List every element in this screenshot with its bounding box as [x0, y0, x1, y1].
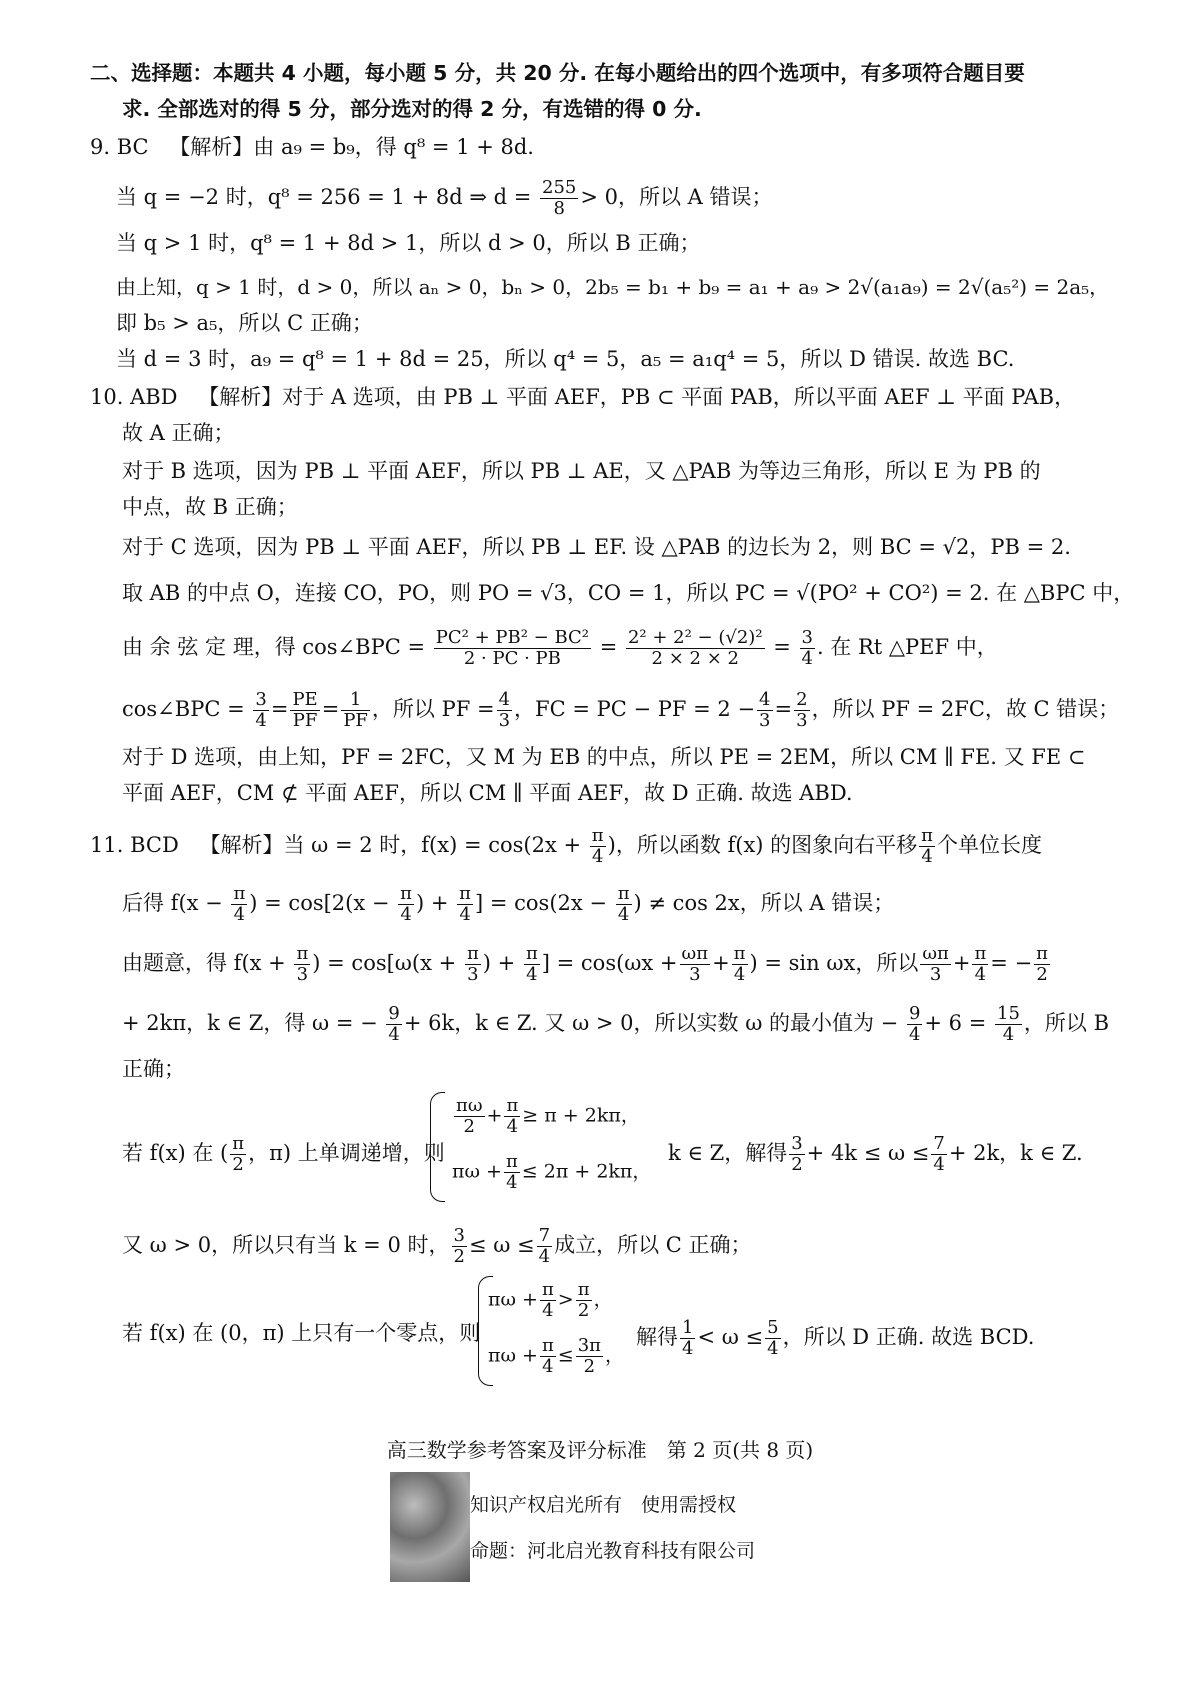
q11-tag: 【解析】	[199, 833, 284, 857]
stamp-line1: 知识产权启光所有 使用需授权	[470, 1494, 737, 1516]
denominator: 4	[767, 1338, 779, 1359]
denominator: 3	[689, 964, 701, 985]
q9-line5: 即 b₅ > a₅，所以 C 正确；	[116, 311, 373, 335]
system2-row2	[488, 1336, 624, 1377]
denominator: 2	[583, 1356, 596, 1377]
q10-number: 10. ABD	[90, 385, 178, 409]
fraction	[576, 1280, 592, 1321]
numerator: π	[591, 825, 604, 846]
denominator: 4	[617, 904, 630, 925]
q9-text2a: 当 q = −2 时，q⁸ = 256 = 1 + 8d ⇒ d =	[116, 185, 532, 209]
q11-line1	[90, 826, 1042, 867]
denominator: 3	[929, 964, 942, 985]
q10-line10: 平面 AEF，CM ⊄ 平面 AEF，所以 CM ∥ 平面 AEF，故 D 正确. 故选 ABD.	[122, 781, 853, 805]
fraction	[931, 1134, 946, 1175]
fraction	[457, 884, 473, 925]
denominator: 4	[933, 1154, 945, 1175]
numerator: 4	[759, 689, 771, 710]
q11-text3c: ) +	[482, 951, 516, 975]
denominator: PF	[343, 710, 368, 731]
q9-number: 9. BC	[90, 135, 149, 159]
system1-row2	[452, 1152, 651, 1193]
q11-line6	[122, 1134, 445, 1175]
denominator: 4	[908, 1024, 921, 1045]
q10-text8e: ，所以 PF = 2FC，故 C 错误；	[811, 697, 1120, 721]
q11-text3h: = −	[990, 951, 1033, 975]
system2-row1-b: >	[557, 1288, 574, 1311]
q11-text3b: ) = cos[ω(x +	[312, 951, 457, 975]
numerator: πω	[456, 1095, 483, 1116]
denominator: PF	[292, 710, 318, 731]
fraction	[732, 944, 748, 985]
q11-text7c: 成立，所以 C 正确；	[554, 1233, 752, 1257]
q11-line8-tail	[636, 1318, 1034, 1359]
denominator: 4	[400, 904, 412, 925]
numerator: 15	[997, 1003, 1020, 1024]
numerator: 7	[538, 1225, 551, 1246]
numerator: 2² + 2² − (√2)²	[627, 627, 763, 648]
q11-text6b: ，π) 上单调递增，则	[248, 1141, 445, 1165]
numerator: π	[577, 1279, 590, 1300]
fraction	[995, 1004, 1022, 1045]
denominator: 4	[801, 648, 813, 669]
q11-text6c: k ∈ Z，解得	[668, 1141, 788, 1165]
numerator: 1	[341, 690, 370, 711]
q11-text8c: < ω ≤	[697, 1325, 764, 1349]
system1-row2-b: ≤ 2π + 2kπ，	[521, 1160, 652, 1183]
fraction	[341, 690, 370, 731]
fraction	[972, 944, 988, 985]
numerator: 3	[801, 627, 813, 648]
section-header-line2: 求. 全部选对的得 5 分，部分选对的得 2 分，有选错的得 0 分.	[122, 97, 702, 121]
fraction	[452, 1226, 467, 1267]
q10-text8c: ，FC = PC − PF = 2 −	[514, 697, 756, 721]
fraction	[398, 884, 414, 925]
denominator: 4	[506, 1116, 519, 1137]
brace-system-1	[430, 1092, 680, 1202]
numerator: 255	[542, 177, 577, 198]
q11-text2e: ) ≠ cos 2x，所以 A 错误；	[633, 891, 895, 915]
fraction	[540, 1336, 556, 1377]
denominator: 4	[526, 964, 538, 985]
fraction	[590, 826, 606, 867]
fraction	[434, 628, 591, 669]
numerator: π	[459, 883, 472, 904]
numerator: π	[733, 943, 746, 964]
fraction	[616, 884, 632, 925]
numerator: 3π	[577, 1335, 602, 1356]
denominator: 8	[553, 198, 565, 219]
denominator: 3	[467, 964, 479, 985]
system1-row1-plus: +	[486, 1104, 503, 1127]
q10-text8a: cos∠BPC =	[122, 697, 245, 721]
fraction	[765, 1318, 780, 1359]
q10-line2: 故 A 正确；	[122, 421, 235, 445]
denominator: 2	[577, 1300, 590, 1321]
fraction	[230, 1134, 246, 1175]
fraction	[290, 690, 319, 731]
fraction	[497, 690, 512, 731]
q11-line2	[122, 884, 894, 925]
stamp-line2: 命题：河北启光教育科技有限公司	[470, 1540, 756, 1562]
fraction	[524, 944, 540, 985]
denominator: 2	[1036, 964, 1048, 985]
denominator: 4	[733, 964, 746, 985]
q11-text6e: + 2k，k ∈ Z.	[948, 1141, 1083, 1165]
q10-line3: 对于 B 选项，因为 PB ⊥ 平面 AEF，所以 PB ⊥ AE，又 △PAB 为等边三角形，所以 E 为 PB 的	[122, 459, 1041, 483]
denominator: 4	[921, 846, 933, 867]
denominator: 2	[463, 1116, 475, 1137]
fraction	[1034, 944, 1050, 985]
brace	[430, 1092, 445, 1202]
denominator: 4	[538, 1246, 551, 1267]
q11-text2a: 后得 f(x −	[122, 891, 223, 915]
fraction	[537, 1226, 552, 1267]
numerator: 7	[933, 1133, 945, 1154]
fraction	[504, 1152, 520, 1193]
numerator: PC² + PB² − BC²	[435, 627, 590, 648]
fraction	[680, 944, 711, 985]
fraction	[540, 1280, 556, 1321]
numerator: 3	[255, 689, 267, 710]
q9-line1	[90, 132, 534, 162]
system1-row1-rest: ≥ π + 2kπ，	[522, 1104, 640, 1127]
q11-text4c: + 6 =	[924, 1011, 987, 1035]
q11-text3f: ) = sin ωx，所以	[749, 951, 919, 975]
q11-line5: 正确；	[122, 1057, 185, 1081]
fraction	[907, 1004, 922, 1045]
q10-text1: 对于 A 选项，由 PB ⊥ 平面 AEF，PB ⊂ 平面 PAB，所以平面 AEF ⊥ 平面 PAB，	[282, 385, 1076, 409]
numerator: 1	[682, 1317, 694, 1338]
system2-row1	[488, 1280, 613, 1321]
fraction	[504, 1096, 520, 1137]
q9-tag: 【解析】	[169, 135, 254, 159]
fraction	[231, 884, 247, 925]
denominator: 3	[796, 710, 808, 731]
q11-text1a: 当 ω = 2 时，f(x) = cos(2x +	[283, 833, 582, 857]
numerator: ωπ	[922, 943, 949, 964]
numerator: 3	[791, 1133, 803, 1154]
numerator: π	[233, 883, 246, 904]
numerator: 4	[498, 689, 511, 710]
q11-text3g: +	[952, 951, 971, 975]
denominator: 3	[498, 710, 511, 731]
q11-text1b: )，所以函数 f(x) 的图象向右平移	[607, 833, 918, 857]
denominator: 3	[759, 710, 771, 731]
numerator: π	[921, 825, 934, 846]
q11-text3a: 由题意，得 f(x +	[122, 951, 286, 975]
brace-system-2	[478, 1276, 628, 1386]
denominator: 4	[591, 846, 604, 867]
q11-text4a: + 2kπ，k ∈ Z，得 ω = −	[122, 1011, 378, 1035]
q11-line3	[122, 944, 1052, 985]
fraction	[800, 628, 815, 669]
denominator: 4	[542, 1300, 554, 1321]
q9-text1: 由 a₉ = b₉，得 q⁸ = 1 + 8d.	[253, 135, 534, 159]
stamp-image	[390, 1472, 470, 1582]
denominator: 4	[255, 710, 267, 731]
fraction	[253, 690, 268, 731]
numerator: π	[617, 883, 630, 904]
q11-text6d: + 4k ≤ ω ≤	[806, 1141, 930, 1165]
q10-line5: 对于 C 选项，因为 PB ⊥ 平面 AEF，所以 PB ⊥ EF. 设 △PAB 的边长为 2，则 BC = √2，PB = 2.	[122, 535, 1071, 559]
q11-text2b: ) = cos[2(x −	[249, 891, 390, 915]
fraction	[919, 826, 935, 867]
q10-line8: cos∠BPC = $\frac{3}{4}$ = $\frac{PE}{PF}$ = $\frac{1}{PF}$ ，所以 PF = $\frac{4}{3}$ ，FC = PC − PF = 2 − $\frac{4}{3}$ = $\frac{2}{3}$ ，所以 PF = 2FC，故 C 错误；	[122, 689, 1120, 731]
system2-row1-c: ，	[593, 1288, 613, 1311]
q11-text3e: +	[712, 951, 730, 975]
q9-text2b: > 0，所以 A 错误；	[580, 185, 773, 209]
denominator: 4	[506, 1172, 518, 1193]
q9-line4: 由上知，q > 1 时，d > 0，所以 aₙ > 0，bₙ > 0，2b₅ = b₁ + b₉ = a₁ + a₉ > 2√(a₁a₉) = 2√(a₅²) = 2a₅，	[116, 275, 1110, 299]
fraction	[465, 944, 481, 985]
q9-line6: 当 d = 3 时，a₉ = q⁸ = 1 + 8d = 25，所以 q⁴ = 5，a₅ = a₁q⁴ = 5，所以 D 错误. 故选 BC.	[116, 347, 1015, 371]
numerator: π	[466, 943, 479, 964]
q11-text8d: ，所以 D 正确. 故选 BCD.	[782, 1325, 1035, 1349]
denominator: 4	[974, 964, 987, 985]
system2-row2-a: πω +	[488, 1344, 538, 1367]
system2-row1-a: πω +	[488, 1288, 538, 1311]
numerator: π	[1036, 943, 1049, 964]
denominator: 4	[233, 904, 246, 925]
q10-line7: 由 余 弦 定 理，得 cos∠BPC = $\frac{\text{PC² + PB² − BC²}}{2 \cdot PC \cdot PB}$ = $\frac{\text{2² + 2² − (√2)²}}{2 \times 2 \times 2}$ = $\frac{3}{4}$ . 在 Rt △PEF 中，	[122, 627, 998, 669]
numerator: π	[400, 883, 413, 904]
denominator: 4	[1002, 1024, 1015, 1045]
q11-text3d: ] = cos(ωx +	[541, 951, 678, 975]
denominator: 2	[453, 1246, 465, 1267]
denominator: 4	[459, 904, 471, 925]
q11-line8: 若 f(x) 在 (0，π) 上只有一个零点，则	[122, 1321, 481, 1345]
q11-text2d: ] = cos(2x −	[475, 891, 608, 915]
system1-row1	[452, 1096, 640, 1137]
page-footer: 高三数学参考答案及评分标准 第 2 页(共 8 页)	[386, 1438, 814, 1462]
fraction	[540, 178, 578, 219]
q11-text4d: ，所以 B	[1023, 1011, 1110, 1035]
q11-text2c: ) +	[416, 891, 449, 915]
q10-line6: 取 AB 的中点 O，连接 CO，PO，则 PO = √3，CO = 1，所以 PC = √(PO² + CO²) = 2. 在 △BPC 中，	[122, 581, 1135, 605]
fraction	[794, 690, 809, 731]
numerator: π	[974, 943, 987, 964]
numerator: π	[506, 1095, 519, 1116]
numerator: 2	[796, 689, 808, 710]
q10-text7b: . 在 Rt △PEF 中，	[816, 635, 998, 659]
section-header-line1: 二、选择题：本题共 4 小题，每小题 5 分，共 20 分. 在每小题给出的四个选项中，有多项符合题目要	[90, 61, 1025, 85]
fraction	[294, 944, 310, 985]
fraction	[680, 1318, 695, 1359]
q10-text8b: ，所以 PF =	[371, 697, 495, 721]
q10-line4: 中点，故 B 正确；	[122, 495, 298, 519]
copyright-stamp	[390, 1472, 826, 1582]
q11-line7	[122, 1226, 752, 1267]
q11-text4b: + 6k，k ∈ Z. 又 ω > 0，所以实数 ω 的最小值为 −	[403, 1011, 899, 1035]
fraction	[626, 628, 765, 669]
q11-text7a: 又 ω > 0，所以只有当 k = 0 时，	[122, 1233, 450, 1257]
q11-line6-tail	[668, 1134, 1083, 1175]
numerator: 3	[453, 1225, 465, 1246]
system2-row2-c: ，	[605, 1344, 625, 1367]
q11-text6a: 若 f(x) 在 (	[122, 1141, 229, 1165]
numerator: ωπ	[681, 943, 709, 964]
system2-row2-b: ≤	[557, 1344, 574, 1367]
fraction	[576, 1336, 603, 1377]
numerator: PE	[292, 689, 318, 710]
denominator: 4	[682, 1338, 694, 1359]
denominator: 2	[791, 1154, 803, 1175]
denominator: 2	[232, 1154, 244, 1175]
numerator: π	[505, 1151, 518, 1172]
q11-number: 11. BCD	[90, 833, 179, 857]
numerator: π	[541, 1279, 554, 1300]
q11-text1c: 个单位长度	[937, 833, 1043, 857]
system1-row2-a: πω +	[452, 1160, 502, 1183]
q9-line2	[116, 178, 773, 219]
numerator: π	[541, 1335, 554, 1356]
q10-line1	[90, 382, 1075, 412]
denominator: 4	[542, 1356, 554, 1377]
fraction	[454, 1096, 485, 1137]
q10-line9: 对于 D 选项，由上知，PF = 2FC，又 M 为 EB 的中点，所以 PE = 2EM，所以 CM ∥ FE. 又 FE ⊂	[122, 745, 1086, 769]
q10-tag: 【解析】	[198, 385, 283, 409]
fraction	[757, 690, 772, 731]
q11-text7b: ≤ ω ≤	[468, 1233, 535, 1257]
numerator: 5	[767, 1317, 779, 1338]
numerator: π	[232, 1133, 245, 1154]
q11-line4	[122, 1004, 1109, 1045]
denominator: 3	[296, 964, 309, 985]
numerator: 9	[388, 1003, 400, 1024]
q10-text7a: 由 余 弦 定 理，得 cos∠BPC =	[122, 635, 426, 659]
denominator: 2 · PC · PB	[463, 648, 561, 669]
numerator: π	[525, 943, 538, 964]
q9-line3: 当 q > 1 时，q⁸ = 1 + 8d > 1，所以 d > 0，所以 B 正确；	[116, 231, 701, 255]
denominator: 4	[388, 1024, 400, 1045]
numerator: π	[296, 943, 309, 964]
fraction	[789, 1134, 804, 1175]
numerator: 9	[908, 1003, 921, 1024]
denominator: 2 × 2 × 2	[651, 648, 739, 669]
fraction	[920, 944, 951, 985]
q11-text8b: 解得	[636, 1325, 678, 1349]
fraction	[386, 1004, 401, 1045]
